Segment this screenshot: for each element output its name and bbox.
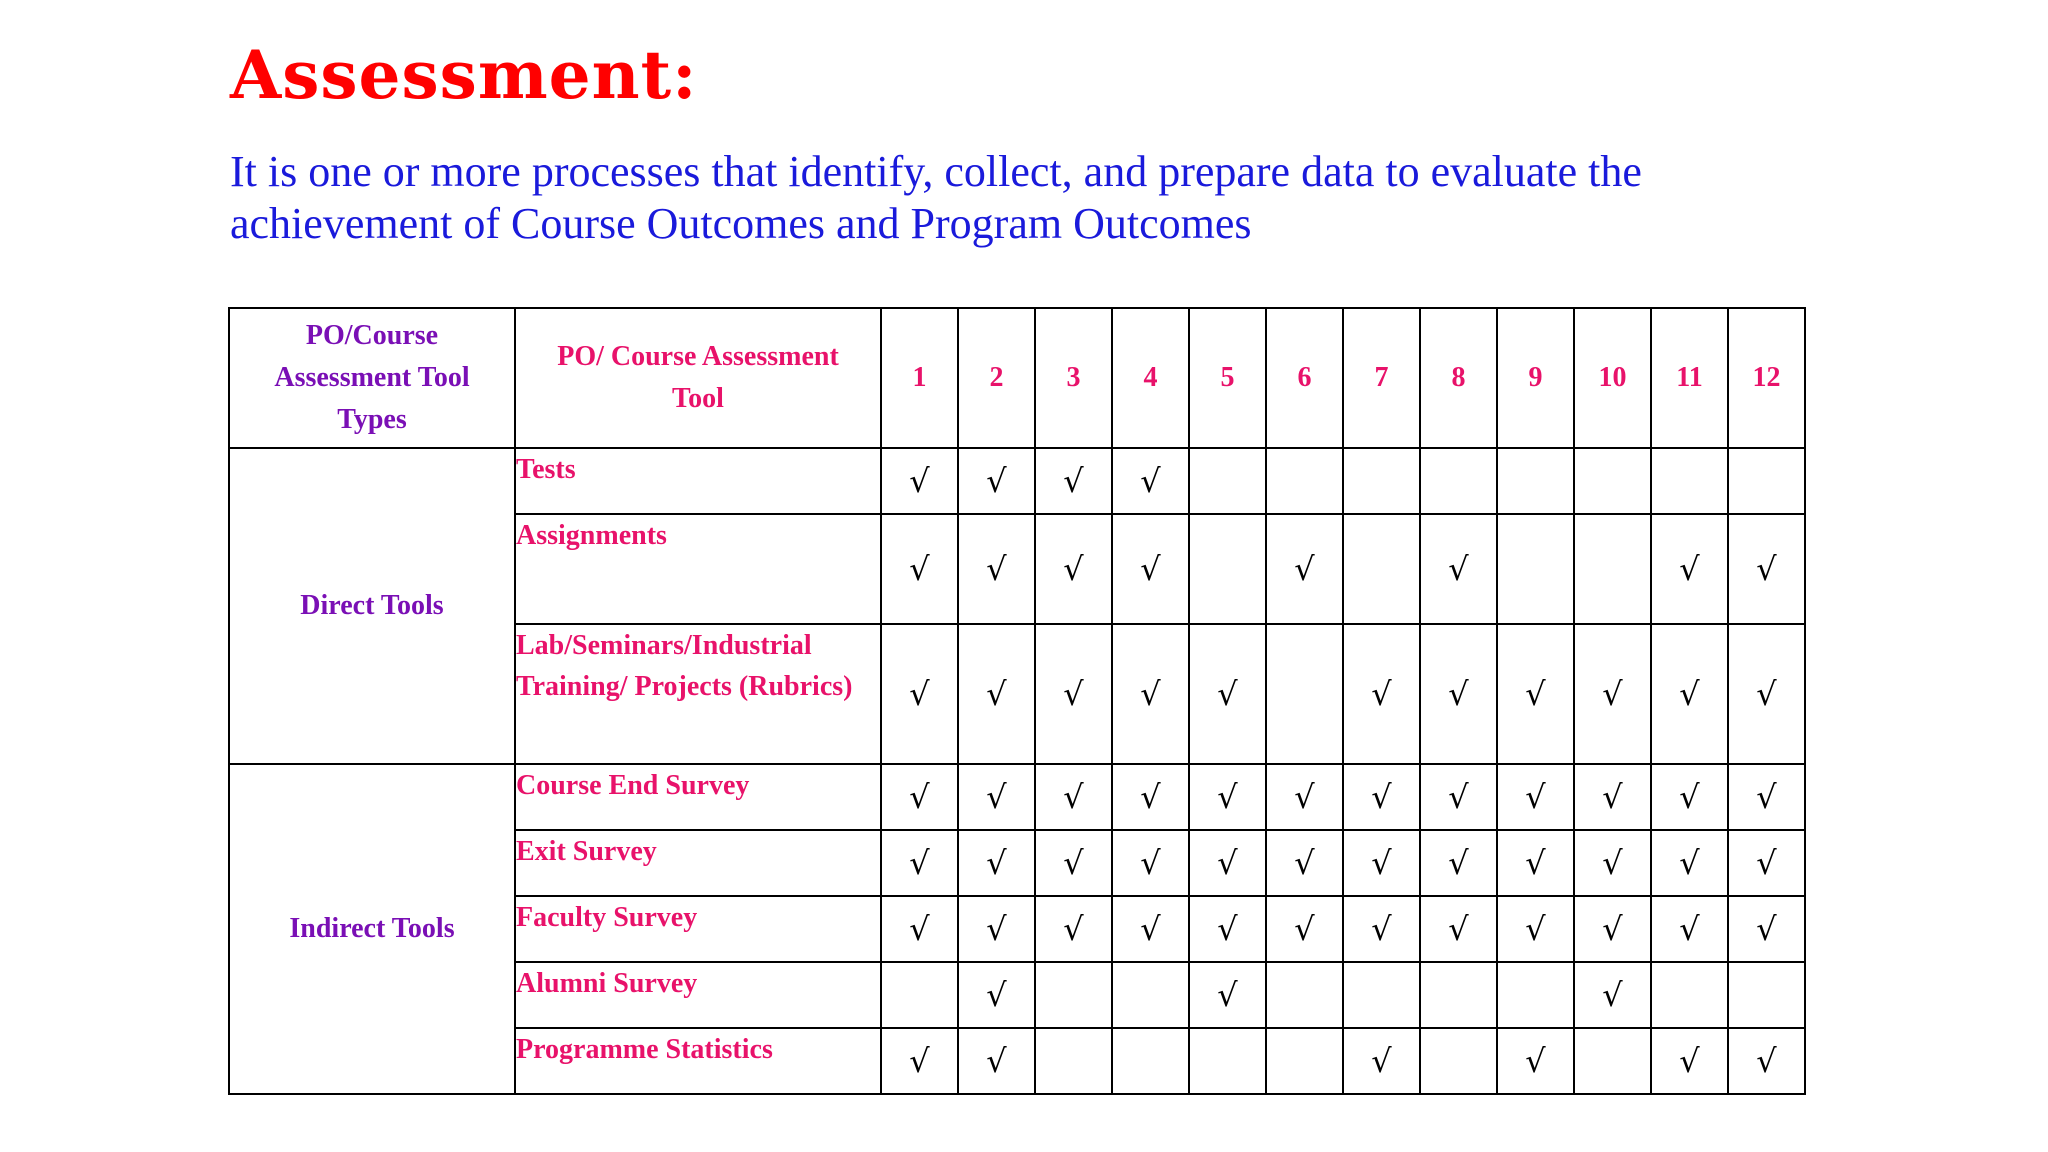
check-cell <box>1651 514 1728 624</box>
check-mark-icon: √ <box>1602 976 1623 1014</box>
check-cell <box>1266 896 1343 962</box>
check-cell <box>1574 764 1651 830</box>
check-mark-icon: √ <box>1448 844 1469 882</box>
tool-name: Assignments <box>515 514 881 624</box>
check-cell <box>1035 830 1112 896</box>
header-po-5: 5 <box>1189 308 1266 448</box>
check-cell <box>1651 624 1728 764</box>
check-cell <box>1112 624 1189 764</box>
check-mark-icon: √ <box>1371 778 1392 816</box>
check-cell <box>1728 1028 1805 1094</box>
check-mark-icon: √ <box>986 976 1007 1014</box>
check-cell <box>958 448 1035 514</box>
check-mark-icon: √ <box>1371 844 1392 882</box>
table-body <box>229 448 1805 1094</box>
check-cell <box>1035 896 1112 962</box>
check-mark-icon: √ <box>1756 910 1777 948</box>
check-cell <box>1112 896 1189 962</box>
check-mark-icon: √ <box>1063 844 1084 882</box>
check-mark-icon: √ <box>1525 778 1546 816</box>
check-mark-icon: √ <box>1679 1042 1700 1080</box>
check-mark-icon: √ <box>909 1042 930 1080</box>
check-mark-icon: √ <box>1525 1042 1546 1080</box>
group-label: Direct Tools <box>229 448 515 764</box>
check-cell <box>881 514 958 624</box>
check-mark-icon: √ <box>1756 778 1777 816</box>
check-cell <box>1343 896 1420 962</box>
check-mark-icon: √ <box>1448 910 1469 948</box>
check-mark-icon: √ <box>909 550 930 588</box>
check-cell <box>1189 624 1266 764</box>
check-cell <box>1266 830 1343 896</box>
header-po-7: 7 <box>1343 308 1420 448</box>
check-mark-icon: √ <box>1217 844 1238 882</box>
check-cell <box>1266 962 1343 1028</box>
check-cell <box>1343 962 1420 1028</box>
check-mark-icon: √ <box>1140 550 1161 588</box>
check-cell <box>1112 514 1189 624</box>
check-mark-icon: √ <box>1602 675 1623 713</box>
check-cell <box>1112 448 1189 514</box>
check-cell <box>1651 764 1728 830</box>
check-cell <box>958 514 1035 624</box>
check-mark-icon: √ <box>1063 910 1084 948</box>
check-mark-icon: √ <box>986 1042 1007 1080</box>
check-cell <box>1574 830 1651 896</box>
check-cell <box>1343 448 1420 514</box>
check-mark-icon: √ <box>1140 844 1161 882</box>
check-cell <box>1651 962 1728 1028</box>
check-cell <box>881 764 958 830</box>
check-mark-icon: √ <box>1756 1042 1777 1080</box>
check-mark-icon: √ <box>909 462 930 500</box>
tool-name: Faculty Survey <box>515 896 881 962</box>
check-cell <box>1574 962 1651 1028</box>
check-cell <box>1574 1028 1651 1094</box>
tool-name: Lab/Seminars/Industrial Training/ Projects (Rubrics) <box>515 624 881 764</box>
check-cell <box>881 1028 958 1094</box>
group-label: Indirect Tools <box>229 764 515 1094</box>
header-assessment-tool: PO/ Course Assessment Tool <box>515 308 881 448</box>
check-cell <box>1420 962 1497 1028</box>
check-mark-icon: √ <box>1371 675 1392 713</box>
check-cell <box>1497 962 1574 1028</box>
check-cell <box>1112 764 1189 830</box>
check-mark-icon: √ <box>1756 550 1777 588</box>
table-row <box>229 764 1805 830</box>
header-po-1: 1 <box>881 308 958 448</box>
check-mark-icon: √ <box>1140 675 1161 713</box>
check-mark-icon: √ <box>1448 550 1469 588</box>
check-mark-icon: √ <box>1140 462 1161 500</box>
check-mark-icon: √ <box>1602 778 1623 816</box>
header-po-9: 9 <box>1497 308 1574 448</box>
check-cell <box>881 830 958 896</box>
check-cell <box>1112 1028 1189 1094</box>
check-mark-icon: √ <box>1679 778 1700 816</box>
check-mark-icon: √ <box>1602 910 1623 948</box>
header-po-12: 12 <box>1728 308 1805 448</box>
check-mark-icon: √ <box>1217 910 1238 948</box>
check-cell <box>1112 830 1189 896</box>
check-mark-icon: √ <box>1294 910 1315 948</box>
check-mark-icon: √ <box>909 675 930 713</box>
check-cell <box>1497 514 1574 624</box>
header-tool-types: PO/Course Assessment Tool Types <box>229 308 515 448</box>
check-cell <box>1343 764 1420 830</box>
assessment-tools-table <box>228 307 1806 1095</box>
header-po-10: 10 <box>1574 308 1651 448</box>
check-mark-icon: √ <box>986 550 1007 588</box>
check-cell <box>958 1028 1035 1094</box>
check-mark-icon: √ <box>1063 778 1084 816</box>
check-mark-icon: √ <box>1217 675 1238 713</box>
check-cell <box>1497 764 1574 830</box>
check-cell <box>1266 514 1343 624</box>
check-cell <box>1728 764 1805 830</box>
header-po-11: 11 <box>1651 308 1728 448</box>
check-mark-icon: √ <box>1525 675 1546 713</box>
check-cell <box>1420 1028 1497 1094</box>
check-mark-icon: √ <box>1217 976 1238 1014</box>
check-cell <box>1728 514 1805 624</box>
check-mark-icon: √ <box>1140 778 1161 816</box>
check-mark-icon: √ <box>1525 910 1546 948</box>
check-cell <box>881 896 958 962</box>
tool-name: Course End Survey <box>515 764 881 830</box>
check-cell <box>1035 514 1112 624</box>
check-cell <box>1651 896 1728 962</box>
check-mark-icon: √ <box>986 910 1007 948</box>
check-mark-icon: √ <box>1679 675 1700 713</box>
check-cell <box>1574 448 1651 514</box>
check-cell <box>958 624 1035 764</box>
check-cell <box>1651 830 1728 896</box>
check-mark-icon: √ <box>1448 778 1469 816</box>
check-cell <box>1651 448 1728 514</box>
check-mark-icon: √ <box>1679 910 1700 948</box>
check-cell <box>1343 830 1420 896</box>
check-cell <box>1497 896 1574 962</box>
check-cell <box>1728 448 1805 514</box>
check-cell <box>1420 448 1497 514</box>
check-mark-icon: √ <box>1294 778 1315 816</box>
check-mark-icon: √ <box>1140 910 1161 948</box>
check-mark-icon: √ <box>1063 550 1084 588</box>
check-mark-icon: √ <box>1602 844 1623 882</box>
check-cell <box>1035 764 1112 830</box>
check-cell <box>958 764 1035 830</box>
tool-name: Programme Statistics <box>515 1028 881 1094</box>
table-header-row <box>229 308 1805 448</box>
check-cell <box>958 962 1035 1028</box>
check-cell <box>1189 962 1266 1028</box>
slide-title: Assessment: <box>230 36 698 114</box>
check-cell <box>958 896 1035 962</box>
check-cell <box>1035 448 1112 514</box>
slide-description: It is one or more processes that identify, collect, and prepare data to evaluate the achievement of Course Outcomes and Program Outcomes <box>230 147 1642 248</box>
check-cell <box>1189 514 1266 624</box>
check-cell <box>1651 1028 1728 1094</box>
tool-name: Alumni Survey <box>515 962 881 1028</box>
check-cell <box>1189 896 1266 962</box>
check-mark-icon: √ <box>909 778 930 816</box>
check-cell <box>1728 896 1805 962</box>
check-mark-icon: √ <box>1448 675 1469 713</box>
check-mark-icon: √ <box>986 778 1007 816</box>
check-cell <box>1420 624 1497 764</box>
check-mark-icon: √ <box>1525 844 1546 882</box>
check-cell <box>881 448 958 514</box>
check-cell <box>1112 962 1189 1028</box>
check-cell <box>1189 448 1266 514</box>
check-cell <box>1728 624 1805 764</box>
table-row <box>229 448 1805 514</box>
check-cell <box>1497 624 1574 764</box>
check-mark-icon: √ <box>1217 778 1238 816</box>
check-cell <box>1728 830 1805 896</box>
check-cell <box>1343 624 1420 764</box>
tool-name: Tests <box>515 448 881 514</box>
header-po-6: 6 <box>1266 308 1343 448</box>
check-mark-icon: √ <box>1063 675 1084 713</box>
check-mark-icon: √ <box>909 844 930 882</box>
check-cell <box>1574 896 1651 962</box>
check-mark-icon: √ <box>1294 844 1315 882</box>
check-cell <box>1343 514 1420 624</box>
check-cell <box>1266 1028 1343 1094</box>
check-cell <box>1189 830 1266 896</box>
check-cell <box>1574 624 1651 764</box>
check-cell <box>1420 514 1497 624</box>
check-cell <box>1420 764 1497 830</box>
check-cell <box>1266 764 1343 830</box>
check-cell <box>1266 448 1343 514</box>
check-cell <box>881 962 958 1028</box>
check-mark-icon: √ <box>986 462 1007 500</box>
check-mark-icon: √ <box>986 844 1007 882</box>
check-mark-icon: √ <box>1756 675 1777 713</box>
header-po-3: 3 <box>1035 308 1112 448</box>
check-mark-icon: √ <box>986 675 1007 713</box>
check-cell <box>1728 962 1805 1028</box>
check-cell <box>1189 764 1266 830</box>
check-cell <box>958 830 1035 896</box>
check-cell <box>1497 1028 1574 1094</box>
check-cell <box>1189 1028 1266 1094</box>
check-mark-icon: √ <box>1063 462 1084 500</box>
check-mark-icon: √ <box>909 910 930 948</box>
header-po-8: 8 <box>1420 308 1497 448</box>
check-cell <box>1266 624 1343 764</box>
check-cell <box>1497 448 1574 514</box>
check-cell <box>881 624 958 764</box>
check-cell <box>1420 896 1497 962</box>
header-po-2: 2 <box>958 308 1035 448</box>
check-cell <box>1035 624 1112 764</box>
check-mark-icon: √ <box>1371 1042 1392 1080</box>
check-mark-icon: √ <box>1294 550 1315 588</box>
check-mark-icon: √ <box>1756 844 1777 882</box>
check-mark-icon: √ <box>1679 550 1700 588</box>
check-cell <box>1420 830 1497 896</box>
header-po-4: 4 <box>1112 308 1189 448</box>
check-cell <box>1035 1028 1112 1094</box>
check-mark-icon: √ <box>1679 844 1700 882</box>
tool-name: Exit Survey <box>515 830 881 896</box>
check-cell <box>1035 962 1112 1028</box>
check-cell <box>1343 1028 1420 1094</box>
check-cell <box>1497 830 1574 896</box>
check-cell <box>1574 514 1651 624</box>
check-mark-icon: √ <box>1371 910 1392 948</box>
